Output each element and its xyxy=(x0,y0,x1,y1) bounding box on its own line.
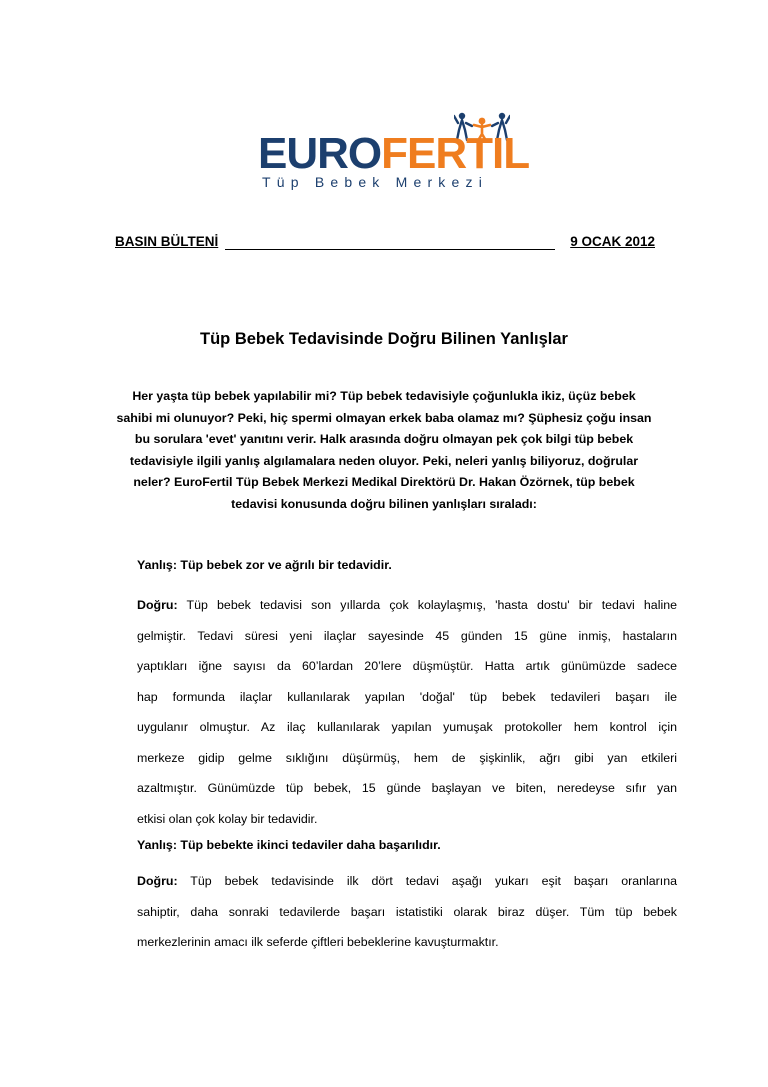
paragraph-text: Tüp bebek tedavisinde ilk dört tedavi aşağı yukarı eşit başarı oranlarına xyxy=(177,874,677,888)
paragraph-text: Tüp bebek tedavisi son yıllarda çok kolaylaşmış, 'hasta dostu' bir tedavi haline xyxy=(177,598,677,612)
paragraph-line xyxy=(137,866,677,897)
section-2-correct-paragraph xyxy=(137,866,677,958)
intro-line: Her yaşta tüp bebek yapılabilir mi? Tüp bebek tedavisiyle çoğunlukla ikiz, üçüz bebek xyxy=(132,389,636,403)
paragraph-line: etkisi olan çok kolay bir tedavidir. xyxy=(137,811,318,826)
intro-line: tedavisiyle ilgili yanlış algılamalara neden oluyor. Peki, neleri yanlış biliyoruz, doğrular xyxy=(129,453,639,468)
intro-line: bu sorulara 'evet' yanıtını verir. Halk arasında doğru olmayan pek çok bilgi tüp bebek xyxy=(134,432,634,446)
press-release-label: BASIN BÜLTENİ xyxy=(115,234,219,249)
paragraph-line: sahiptir, daha sonraki tedavilerde başarı istatistiki olarak biraz düşer. Tüm tüp bebek xyxy=(137,904,677,919)
press-release-header xyxy=(115,234,655,254)
paragraph-line: azaltmıştır. Günümüzde tüp bebek, 15 günde başlayan ve biten, neredeyse sıfır yan xyxy=(137,781,677,795)
eurofertil-logo xyxy=(258,112,530,192)
section-2-wrong-heading: Yanlış: Tüp bebekte ikinci tedaviler daha başarılıdır. xyxy=(137,838,441,852)
intro-line: tedavisi konusunda doğru bilinen yanlışları sıraladı: xyxy=(231,496,537,511)
paragraph-line: gelmiştir. Tedavi süresi yeni ilaçlar sayesinde 45 günden 15 güne inmiş, hastaların xyxy=(137,628,677,643)
logo-fertil: FERTIL xyxy=(381,129,530,178)
paragraph-line: merkeze gidip gelme sıklığını düşürmüş, hem de şişkinlik, ağrı gibi yan etkileri xyxy=(137,750,677,765)
release-date: 9 OCAK 2012 xyxy=(570,234,655,249)
section-1-wrong-heading: Yanlış: Tüp bebek zor ve ağrılı bir tedavidir. xyxy=(137,558,392,572)
intro-line: sahibi mi olunuyor? Peki, hiç spermi olmayan erkek baba olamaz mı? Şüphesiz çoğu insan xyxy=(116,410,652,425)
intro-line: neler? EuroFertil Tüp Bebek Merkezi Medikal Direktörü Dr. Hakan Özörnek, tüp bebek xyxy=(133,475,635,489)
paragraph-line: hap formunda ilaçlar kullanılarak yapılan 'doğal' tüp bebek tedavileri başarı ile xyxy=(137,689,677,704)
paragraph-line xyxy=(137,590,677,621)
paragraph-line: merkezlerinin amacı ilk seferde çiftleri bebeklerine kavuşturmaktır. xyxy=(137,935,499,949)
document-title: Tüp Bebek Tedavisinde Doğru Bilinen Yanlışlar xyxy=(200,330,568,348)
logo-euro: EURO xyxy=(258,129,382,178)
header-underline xyxy=(225,249,555,250)
intro-paragraph xyxy=(88,386,680,515)
paragraph-line: yaptıkları iğne sayısı da 60’lardan 20’lere düşmüştür. Hatta artık günümüzde sadece xyxy=(137,659,677,673)
logo-subtitle: Tüp Bebek Merkezi xyxy=(262,174,489,190)
correct-label: Doğru: xyxy=(137,874,178,888)
correct-label: Doğru: xyxy=(137,598,178,612)
logo-wordmark xyxy=(258,129,530,178)
section-1-correct-paragraph xyxy=(137,590,677,834)
paragraph-line: uygulanır olmuştur. Az ilaç kullanılarak yapılan yumuşak protokoller hem kontrol için xyxy=(137,720,677,734)
